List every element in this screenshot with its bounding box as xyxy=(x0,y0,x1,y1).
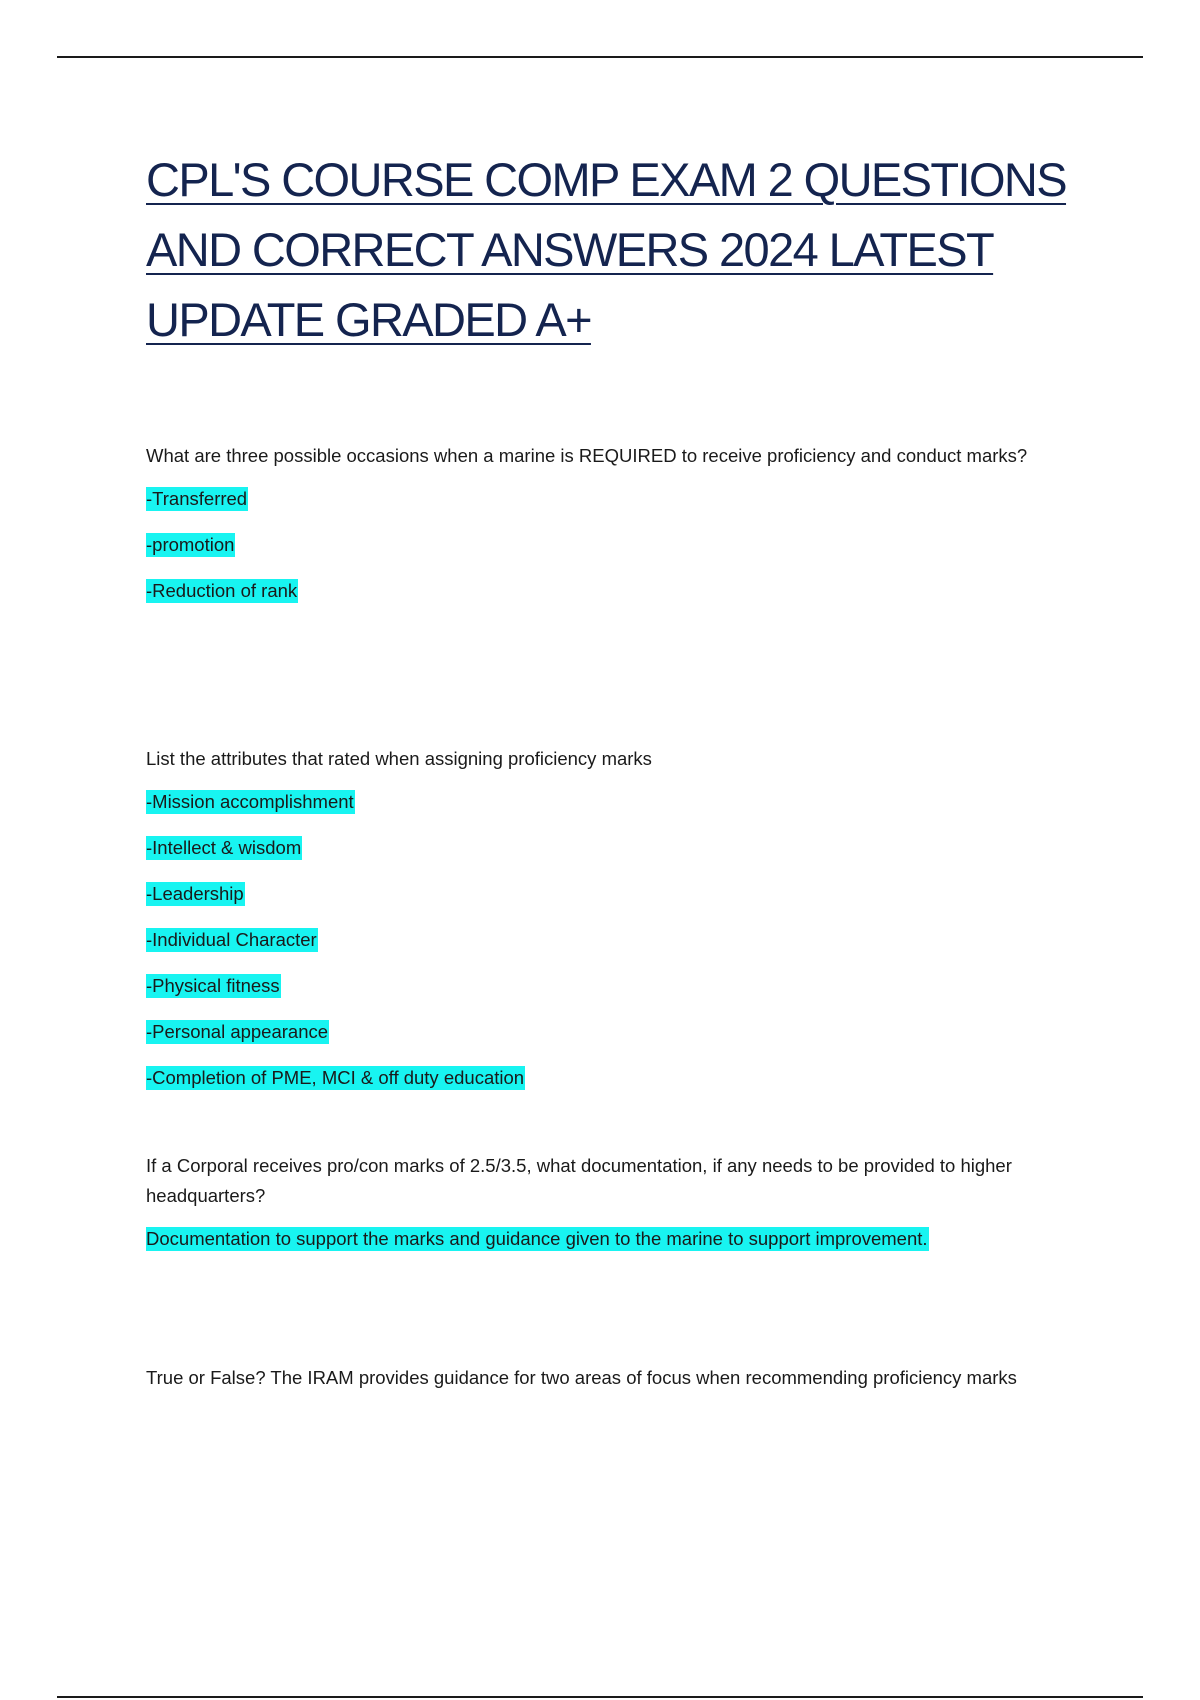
answer-item xyxy=(146,1017,1066,1063)
answer-item xyxy=(146,1224,1066,1270)
answer-item xyxy=(146,576,1066,622)
highlighted-answer: -Completion of PME, MCI & off duty education xyxy=(146,1067,525,1088)
answer-item xyxy=(146,879,1066,925)
highlighted-answer: -Individual Character xyxy=(146,929,317,950)
answer-list xyxy=(146,1224,1066,1270)
answer-item xyxy=(146,833,1066,879)
answer-item xyxy=(146,530,1066,576)
question-block-4 xyxy=(146,1363,1066,1393)
answer-list xyxy=(146,484,1066,622)
highlighted-answer: -promotion xyxy=(146,534,235,555)
highlighted-answer: -Personal appearance xyxy=(146,1021,329,1042)
answer-list xyxy=(146,787,1066,1109)
highlighted-answer: -Reduction of rank xyxy=(146,580,298,601)
document-title: CPL'S COURSE COMP EXAM 2 QUESTIONS AND CORRECT ANSWERS 2024 LATEST UPDATE GRADED A+ xyxy=(146,153,1067,346)
question-block-2 xyxy=(146,744,1066,1109)
highlighted-answer: -Intellect & wisdom xyxy=(146,837,302,858)
question-block-3 xyxy=(146,1151,1066,1270)
answer-item xyxy=(146,484,1066,530)
highlighted-answer: Documentation to support the marks and guidance given to the marine to support improvement. xyxy=(146,1228,928,1249)
answer-item xyxy=(146,1063,1066,1109)
highlighted-answer: -Mission accomplishment xyxy=(146,791,354,812)
highlighted-answer: -Physical fitness xyxy=(146,975,280,996)
answer-item xyxy=(146,787,1066,833)
question-text: List the attributes that rated when assigning proficiency marks xyxy=(146,748,652,769)
question-block-1 xyxy=(146,441,1066,622)
question-text: True or False? The IRAM provides guidance for two areas of focus when recommending proficiency marks xyxy=(146,1367,1017,1388)
highlighted-answer: -Leadership xyxy=(146,883,244,904)
question-text: If a Corporal receives pro/con marks of 2.5/3.5, what documentation, if any needs to be provided to higher headquarters? xyxy=(146,1155,1012,1206)
answer-item xyxy=(146,925,1066,971)
question-text: What are three possible occasions when a marine is REQUIRED to receive proficiency and conduct marks? xyxy=(146,445,1028,466)
answer-item xyxy=(146,971,1066,1017)
header-rule xyxy=(57,56,1143,58)
footer-rule xyxy=(57,1696,1143,1698)
highlighted-answer: -Transferred xyxy=(146,488,248,509)
